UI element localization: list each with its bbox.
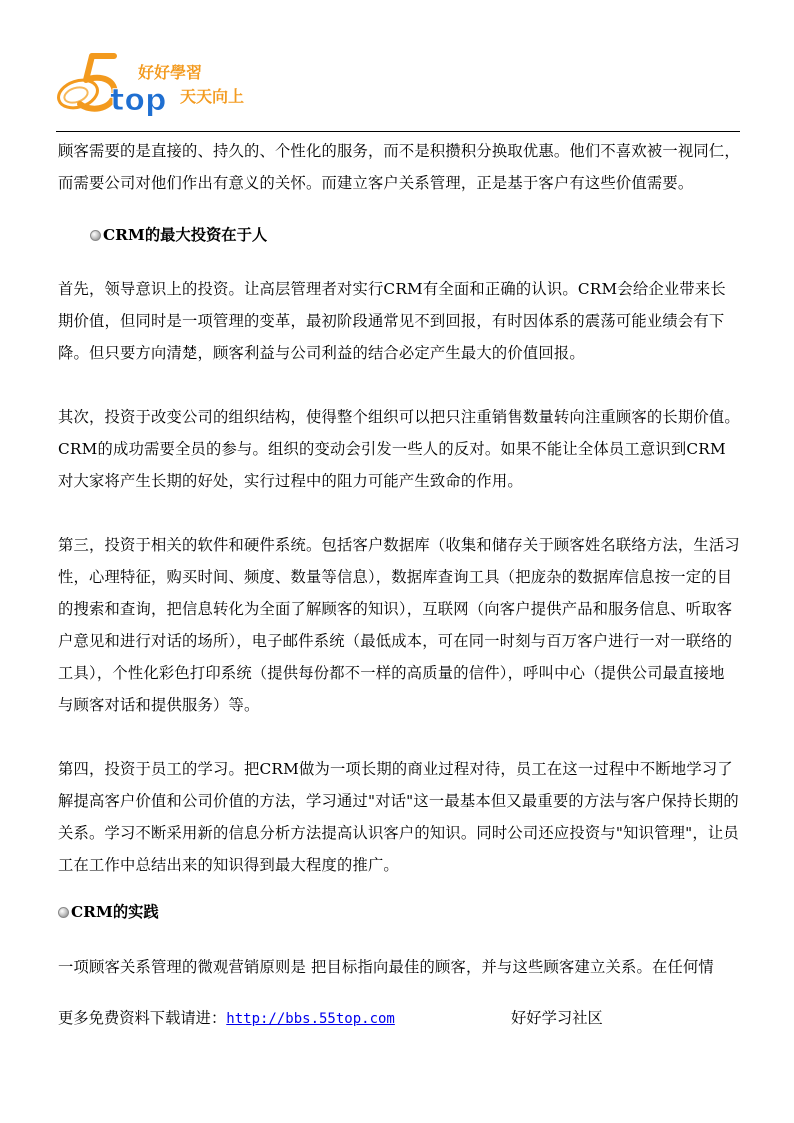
document-body: [58, 135, 740, 983]
page-footer: [58, 1006, 740, 1028]
paragraph-leadership: 首先，领导意识上的投资。让高层管理者对实行CRM有全面和正确的认识。CRM会给企业带来长期价值，但同时是一项管理的变革，最初阶段通常见不到回报，有时因体系的震荡可能业绩会有下降。但只要方向清楚，顾客利益与公司利益的结合必定产生最大的价值回报。: [58, 280, 726, 362]
footer-community: 好好学习社区: [511, 1009, 603, 1027]
section-heading-practice: [58, 883, 740, 941]
paragraph-learning: 第四，投资于员工的学习。把CRM做为一项长期的商业过程对待，员工在这一过程中不断地学习了解提高客户价值和公司价值的方法，学习通过"对话"这一最基本但又最重要的方法与客户保持长期的关系。学习不断采用新的信息分析方法提高认识客户的知识。同时公司还应投资与"知识管理"，让员工在工作中总结出来的知识得到最大程度的推广。: [58, 760, 739, 874]
logo-slogan-2: 天天向上: [180, 87, 245, 106]
paragraph-intro: 顾客需要的是直接的、持久的、个性化的服务，而不是积攒积分换取优惠。他们不喜欢被一视同仁，而需要公司对他们作出有意义的关怀。而建立客户关系管理，正是基于客户有这些价值需要。: [58, 142, 740, 192]
logo-wordmark: top: [110, 83, 167, 118]
paragraph-systems: 第三，投资于相关的软件和硬件系统。包括客户数据库（收集和储存关于顾客姓名联络方法，生活习性，心理特征，购买时间、频度、数量等信息），数据库查询工具（把庞杂的数据库信息按一定的目的搜索和查询，把信息转化为全面了解顾客的知识），互联网（向客户提供产品和服务信息、听取客户意见和进行对话的场所），电子邮件系统（最低成本，可在同一时刻与百万客户进行一对一联络的工具），个性化彩色打印系统（提供每份都不一样的高质量的信件），呼叫中心（提供公司最直接地与顾客对话和提供服务）等。: [58, 536, 740, 714]
bullet-icon: [90, 230, 101, 241]
site-logo: [56, 50, 256, 118]
paragraph-organization: 其次，投资于改变公司的组织结构，使得整个组织可以把只注重销售数量转向注重顾客的长期价值。CRM的成功需要全员的参与。组织的变动会引发一些人的反对。如果不能让全体员工意识到CRM对大家将产生长期的好处，实行过程中的阻力可能产生致命的作用。: [58, 408, 740, 490]
heading-text: CRM的实践: [71, 903, 159, 921]
footer-prefix: 更多免费资料下载请进：: [58, 1009, 227, 1027]
footer-link[interactable]: http://bbs.55top.com: [226, 1011, 395, 1027]
section-heading-investment: [58, 209, 740, 261]
heading-text: CRM的最大投资在于人: [103, 226, 268, 244]
header-divider: [56, 131, 740, 132]
bullet-icon: [58, 907, 69, 918]
logo-slogan-1: 好好學習: [138, 63, 203, 82]
paragraph-practice: 一项顾客关系管理的微观营销原则是 把目标指向最佳的顾客，并与这些顾客建立关系。在任何情: [58, 958, 714, 976]
